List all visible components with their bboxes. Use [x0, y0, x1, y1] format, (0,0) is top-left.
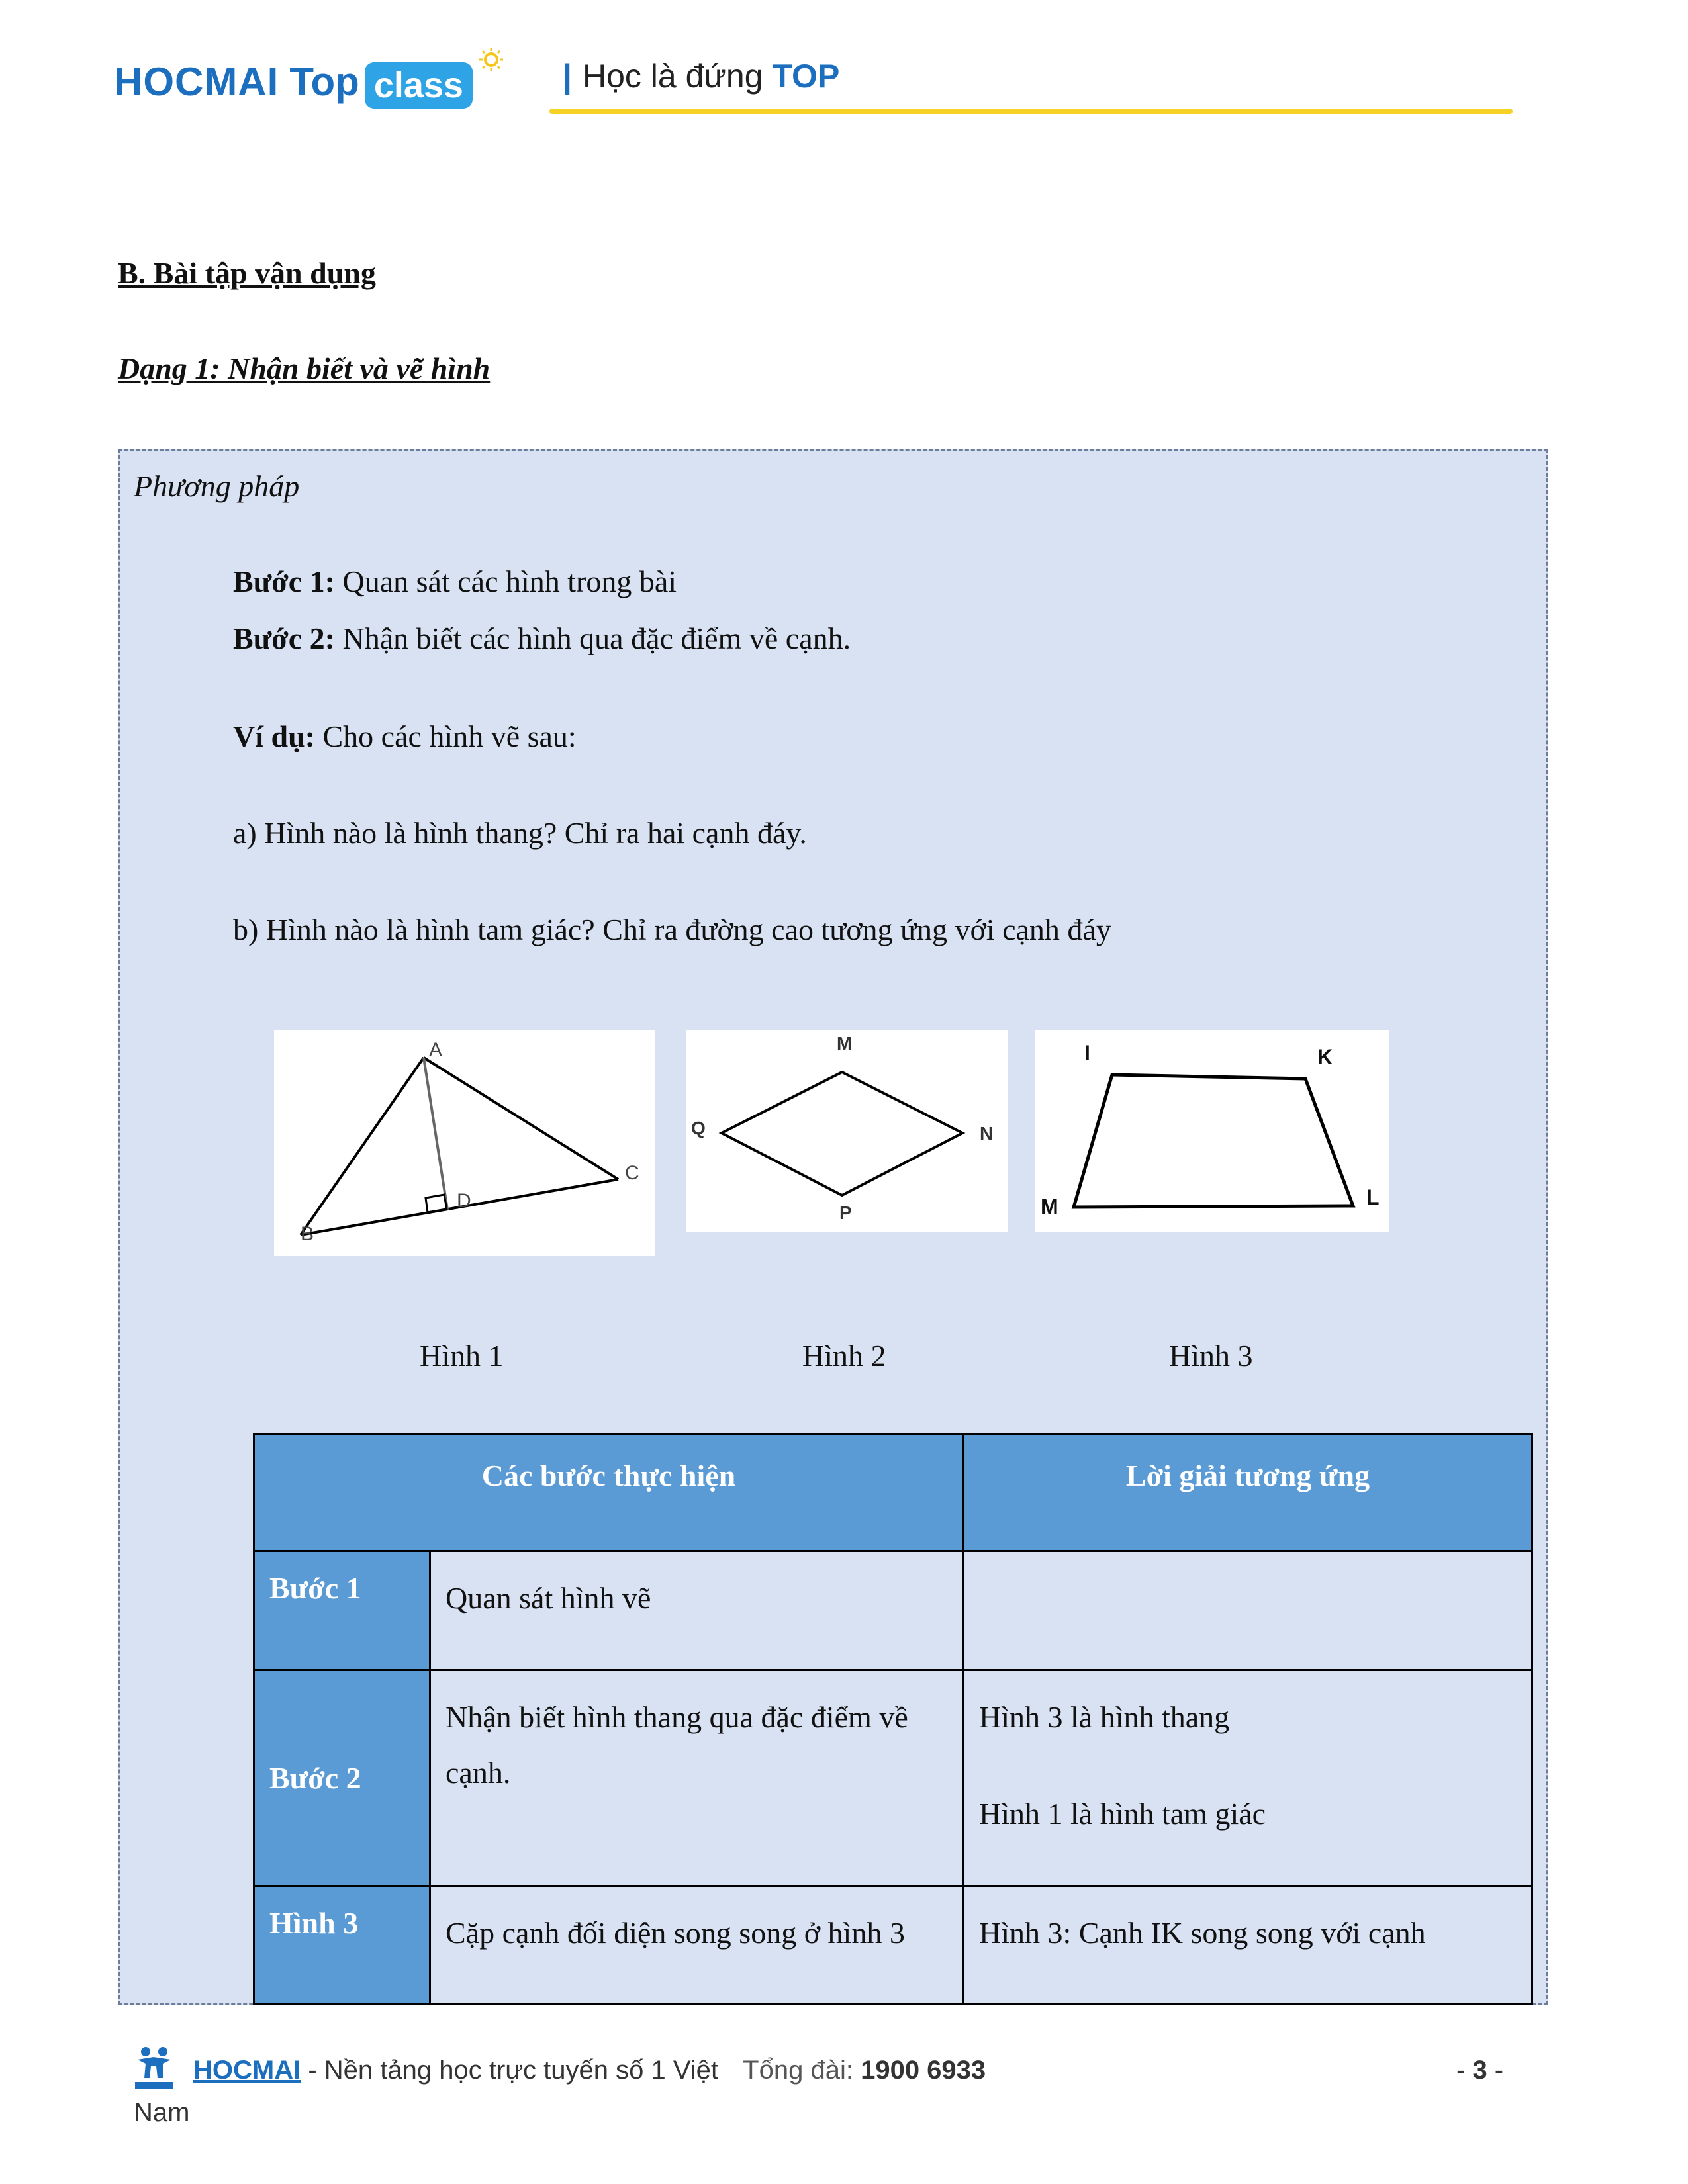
row-solution	[964, 1551, 1532, 1670]
tagline-text: Học là đứng	[583, 58, 763, 95]
page-number	[1456, 2056, 1503, 2085]
subsection-title: Dạng 1: Nhận biết và vẽ hình	[118, 351, 491, 385]
table-row	[254, 1886, 1532, 2004]
solution-line: Hình 1 là hình tam giác	[979, 1797, 1266, 1831]
table-row	[254, 1670, 1532, 1886]
logo-top-text: Top	[289, 59, 359, 104]
label-l: L	[1366, 1185, 1380, 1209]
header-solution: Lời giải tương ứng	[964, 1435, 1532, 1551]
table-row	[254, 1551, 1532, 1670]
header-divider	[549, 109, 1513, 114]
step1-label: Bước 1:	[233, 565, 335, 598]
method-heading: Phương pháp	[134, 469, 300, 503]
section-title: B. Bài tập vận dụng	[118, 256, 376, 290]
footer-description: - Nền tảng học trực tuyến số 1 Việt	[301, 2056, 719, 2085]
example-label: Ví dụ:	[233, 719, 315, 753]
header-tagline	[563, 57, 839, 95]
page-prefix: -	[1456, 2056, 1473, 2085]
hocmai-topclass-logo	[114, 52, 473, 111]
solution-line: Hình 3 là hình thang	[979, 1700, 1230, 1734]
footer-text-continued: Nam	[134, 2098, 190, 2127]
logo-class-text: class	[365, 62, 473, 109]
figure-1-caption: Hình 1	[420, 1339, 504, 1373]
hotline-number: 1900 6933	[861, 2056, 986, 2085]
step2-text: Nhận biết các hình qua đặc điểm về cạnh.	[342, 621, 851, 655]
row-step: Hình 3	[254, 1886, 430, 2004]
label-k: K	[1317, 1045, 1333, 1069]
table-header-row	[254, 1435, 1532, 1551]
label-n: N	[980, 1123, 994, 1144]
sun-icon	[478, 46, 504, 73]
row-solution	[964, 1670, 1532, 1886]
label-i: I	[1084, 1041, 1090, 1065]
figure-3-trapezoid	[1035, 1030, 1389, 1232]
label-q: Q	[691, 1118, 706, 1138]
solution-line: Hình 3: Cạnh IK song song với cạnh	[979, 1916, 1426, 1950]
figure-3-caption: Hình 3	[1169, 1339, 1253, 1373]
row-desc: Quan sát hình vẽ	[430, 1551, 964, 1670]
example-text: Cho các hình vẽ sau:	[322, 719, 577, 753]
header-steps: Các bước thực hiện	[254, 1435, 964, 1551]
row-step: Bước 1	[254, 1551, 430, 1670]
altitude-ad	[424, 1058, 447, 1210]
side-ac	[424, 1058, 618, 1179]
question-a: a) Hình nào là hình thang? Chỉ ra hai cạnh đáy.	[233, 816, 807, 850]
solution-table	[253, 1433, 1533, 2005]
tagline-top: TOP	[772, 58, 840, 95]
label-m3: M	[1041, 1195, 1058, 1218]
hotline-label: Tổng đài:	[743, 2056, 853, 2085]
logo-hocmai-text: HOCMAI	[114, 59, 279, 104]
hocmai-footer-icon	[131, 2045, 177, 2091]
label-d: D	[457, 1190, 471, 1212]
label-m: M	[837, 1033, 853, 1054]
label-b: B	[301, 1223, 314, 1245]
page-number-value: 3	[1472, 2056, 1487, 2085]
method-step2	[233, 621, 851, 656]
figure-2-caption: Hình 2	[802, 1339, 886, 1373]
step1-text: Quan sát các hình trong bài	[342, 565, 677, 598]
label-a: A	[429, 1039, 443, 1061]
page-suffix: -	[1487, 2056, 1504, 2085]
step2-label: Bước 2:	[233, 621, 335, 655]
footer-text	[193, 2056, 986, 2085]
figure-2-rhombus	[686, 1030, 1008, 1232]
footer-brand-link[interactable]: HOCMAI	[193, 2056, 301, 2085]
row-desc: Nhận biết hình thang qua đặc điểm về cạnh.	[430, 1670, 964, 1886]
rhombus-mnpq	[722, 1072, 962, 1195]
row-solution	[964, 1886, 1532, 2004]
figure-1-triangle	[274, 1030, 655, 1256]
row-step: Bước 2	[254, 1670, 430, 1886]
method-step1	[233, 564, 677, 599]
tagline-bar: |	[563, 58, 572, 95]
question-b: b) Hình nào là hình tam giác? Chỉ ra đường cao tương ứng với cạnh đáy	[233, 913, 1111, 946]
label-c: C	[625, 1162, 639, 1184]
label-p: P	[839, 1203, 852, 1223]
side-ab	[301, 1058, 424, 1235]
example-line	[233, 719, 577, 754]
row-desc: Cặp cạnh đối diện song song ở hình 3	[430, 1886, 964, 2004]
trapezoid-iklm	[1074, 1075, 1353, 1207]
